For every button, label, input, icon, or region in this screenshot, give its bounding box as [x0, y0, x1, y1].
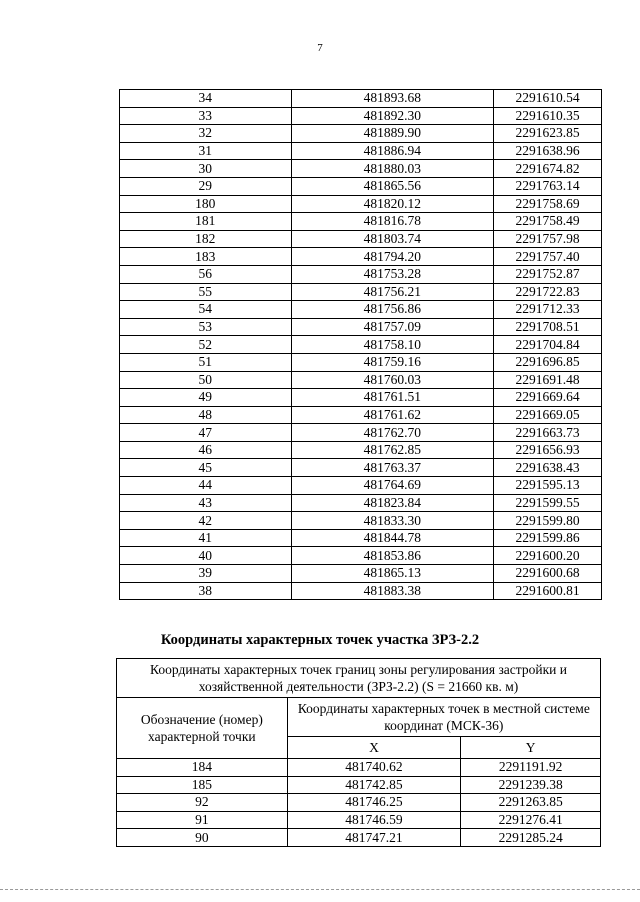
y-coordinate-cell: 2291758.69 — [494, 195, 602, 213]
x-coordinate-cell: 481764.69 — [291, 477, 494, 495]
x-coordinate-cell: 481756.21 — [291, 283, 494, 301]
point-number-cell: 54 — [120, 301, 292, 319]
y-coordinate-cell: 2291623.85 — [494, 125, 602, 143]
table-row — [120, 424, 602, 442]
x-coordinate-cell: 481742.85 — [287, 776, 461, 794]
point-number-cell: 45 — [120, 459, 292, 477]
y-coordinate-cell: 2291276.41 — [461, 811, 601, 829]
y-coordinate-cell: 2291600.20 — [494, 547, 602, 565]
point-number-cell: 34 — [120, 90, 292, 108]
x-coordinate-cell: 481833.30 — [291, 512, 494, 530]
table-row — [120, 90, 602, 108]
x-coordinate-cell: 481746.59 — [287, 811, 461, 829]
y-coordinate-cell: 2291674.82 — [494, 160, 602, 178]
table-row — [120, 353, 602, 371]
y-coordinate-cell: 2291758.49 — [494, 213, 602, 231]
y-coordinate-cell: 2291610.35 — [494, 107, 602, 125]
coordinates-table-zrz-2-2 — [116, 658, 601, 847]
table-row — [120, 582, 602, 600]
point-number-cell: 185 — [117, 776, 288, 794]
y-coordinate-cell: 2291263.85 — [461, 794, 601, 812]
y-coordinate-cell: 2291691.48 — [494, 371, 602, 389]
y-coordinate-cell: 2291600.81 — [494, 582, 602, 600]
x-coordinate-cell: 481760.03 — [291, 371, 494, 389]
x-coordinate-cell: 481756.86 — [291, 301, 494, 319]
point-number-cell: 56 — [120, 265, 292, 283]
x-coordinate-cell: 481794.20 — [291, 248, 494, 266]
point-number-cell: 181 — [120, 213, 292, 231]
point-number-cell: 39 — [120, 565, 292, 583]
table-row — [120, 529, 602, 547]
x-coordinate-cell: 481820.12 — [291, 195, 494, 213]
x-coordinate-cell: 481865.56 — [291, 177, 494, 195]
point-number-cell: 47 — [120, 424, 292, 442]
coordinates-table-continued — [119, 89, 602, 600]
y-coordinate-cell: 2291712.33 — [494, 301, 602, 319]
table-row — [120, 406, 602, 424]
point-number-cell: 48 — [120, 406, 292, 424]
table-row — [120, 336, 602, 354]
point-number-cell: 52 — [120, 336, 292, 354]
table-row — [117, 811, 601, 829]
y-coordinate-cell: 2291600.68 — [494, 565, 602, 583]
table-caption: Координаты характерных точек границ зоны регулирования застройки и хозяйственной деятельности (ЗРЗ-2.2) (S = 21660 кв. м) — [117, 659, 601, 698]
x-coordinate-cell: 481761.51 — [291, 389, 494, 407]
y-coordinate-cell: 2291757.98 — [494, 230, 602, 248]
x-coordinate-cell: 481762.70 — [291, 424, 494, 442]
table-row — [120, 283, 602, 301]
point-number-cell: 90 — [117, 829, 288, 847]
table-row — [117, 794, 601, 812]
table-row — [120, 195, 602, 213]
y-coordinate-cell: 2291696.85 — [494, 353, 602, 371]
table-row — [120, 213, 602, 231]
y-coordinate-cell: 2291599.80 — [494, 512, 602, 530]
y-coordinate-cell: 2291704.84 — [494, 336, 602, 354]
point-number-cell: 183 — [120, 248, 292, 266]
table-row — [120, 547, 602, 565]
table-row — [120, 565, 602, 583]
y-coordinate-cell: 2291599.86 — [494, 529, 602, 547]
point-number-cell: 40 — [120, 547, 292, 565]
y-coordinate-cell: 2291763.14 — [494, 177, 602, 195]
table-row — [117, 759, 601, 777]
section-heading: Координаты характерных точек участка ЗРЗ-2.2 — [160, 632, 480, 648]
y-coordinate-cell: 2291722.83 — [494, 283, 602, 301]
page-number: 7 — [317, 42, 323, 54]
point-number-cell: 32 — [120, 125, 292, 143]
x-coordinate-cell: 481816.78 — [291, 213, 494, 231]
point-number-cell: 29 — [120, 177, 292, 195]
table-caption-row — [117, 659, 601, 698]
x-coordinate-cell: 481844.78 — [291, 529, 494, 547]
table-row — [120, 177, 602, 195]
table-row — [120, 230, 602, 248]
x-coordinate-cell: 481753.28 — [291, 265, 494, 283]
table-row — [120, 459, 602, 477]
point-number-cell: 91 — [117, 811, 288, 829]
y-coordinate-cell: 2291708.51 — [494, 318, 602, 336]
point-number-cell: 51 — [120, 353, 292, 371]
point-number-cell: 53 — [120, 318, 292, 336]
x-coordinate-cell: 481880.03 — [291, 160, 494, 178]
table-row — [120, 160, 602, 178]
x-coordinate-cell: 481759.16 — [291, 353, 494, 371]
y-coordinate-cell: 2291752.87 — [494, 265, 602, 283]
x-coordinate-cell: 481865.13 — [291, 565, 494, 583]
x-coordinate-cell: 481757.09 — [291, 318, 494, 336]
table-row — [117, 776, 601, 794]
page-bottom-divider — [0, 889, 640, 890]
table-row — [120, 441, 602, 459]
table-row — [120, 142, 602, 160]
x-coordinate-cell: 481803.74 — [291, 230, 494, 248]
x-header: X — [287, 737, 461, 759]
table-row — [120, 301, 602, 319]
x-coordinate-cell: 481886.94 — [291, 142, 494, 160]
y-coordinate-cell: 2291610.54 — [494, 90, 602, 108]
y-coordinate-cell: 2291638.43 — [494, 459, 602, 477]
y-coordinate-cell: 2291638.96 — [494, 142, 602, 160]
y-coordinate-cell: 2291669.64 — [494, 389, 602, 407]
table-row — [120, 107, 602, 125]
x-coordinate-cell: 481761.62 — [291, 406, 494, 424]
y-coordinate-cell: 2291239.38 — [461, 776, 601, 794]
table-row — [120, 318, 602, 336]
point-number-cell: 92 — [117, 794, 288, 812]
table-row — [120, 389, 602, 407]
point-number-cell: 49 — [120, 389, 292, 407]
table-row — [120, 125, 602, 143]
y-coordinate-cell: 2291757.40 — [494, 248, 602, 266]
coordinates-table-body — [120, 90, 602, 600]
x-coordinate-cell: 481758.10 — [291, 336, 494, 354]
point-number-cell: 184 — [117, 759, 288, 777]
point-number-cell: 30 — [120, 160, 292, 178]
x-coordinate-cell: 481740.62 — [287, 759, 461, 777]
x-coordinate-cell: 481823.84 — [291, 494, 494, 512]
table-row — [120, 265, 602, 283]
y-coordinate-cell: 2291191.92 — [461, 759, 601, 777]
point-number-cell: 31 — [120, 142, 292, 160]
point-number-cell: 38 — [120, 582, 292, 600]
coordinates-header: Координаты характерных точек в местной системе координат (МСК-36) — [287, 698, 600, 737]
x-coordinate-cell: 481747.21 — [287, 829, 461, 847]
point-number-cell: 41 — [120, 529, 292, 547]
table-row — [120, 494, 602, 512]
y-coordinate-cell: 2291285.24 — [461, 829, 601, 847]
point-number-cell: 50 — [120, 371, 292, 389]
point-number-cell: 42 — [120, 512, 292, 530]
point-number-cell: 43 — [120, 494, 292, 512]
x-coordinate-cell: 481746.25 — [287, 794, 461, 812]
y-coordinate-cell: 2291599.55 — [494, 494, 602, 512]
y-coordinate-cell: 2291595.13 — [494, 477, 602, 495]
table-row — [117, 829, 601, 847]
table-row — [120, 512, 602, 530]
coordinates-table-body — [117, 759, 601, 847]
point-number-cell: 46 — [120, 441, 292, 459]
x-coordinate-cell: 481763.37 — [291, 459, 494, 477]
table-header-row — [117, 698, 601, 737]
y-coordinate-cell: 2291669.05 — [494, 406, 602, 424]
point-number-cell: 182 — [120, 230, 292, 248]
point-number-cell: 180 — [120, 195, 292, 213]
y-coordinate-cell: 2291663.73 — [494, 424, 602, 442]
x-coordinate-cell: 481892.30 — [291, 107, 494, 125]
point-number-cell: 44 — [120, 477, 292, 495]
x-coordinate-cell: 481853.86 — [291, 547, 494, 565]
x-coordinate-cell: 481889.90 — [291, 125, 494, 143]
point-number-cell: 33 — [120, 107, 292, 125]
point-number-header: Обозначение (номер) характерной точки — [117, 698, 288, 759]
table-row — [120, 248, 602, 266]
y-header: Y — [461, 737, 601, 759]
x-coordinate-cell: 481762.85 — [291, 441, 494, 459]
table-row — [120, 371, 602, 389]
y-coordinate-cell: 2291656.93 — [494, 441, 602, 459]
x-coordinate-cell: 481893.68 — [291, 90, 494, 108]
point-number-cell: 55 — [120, 283, 292, 301]
table-row — [120, 477, 602, 495]
x-coordinate-cell: 481883.38 — [291, 582, 494, 600]
